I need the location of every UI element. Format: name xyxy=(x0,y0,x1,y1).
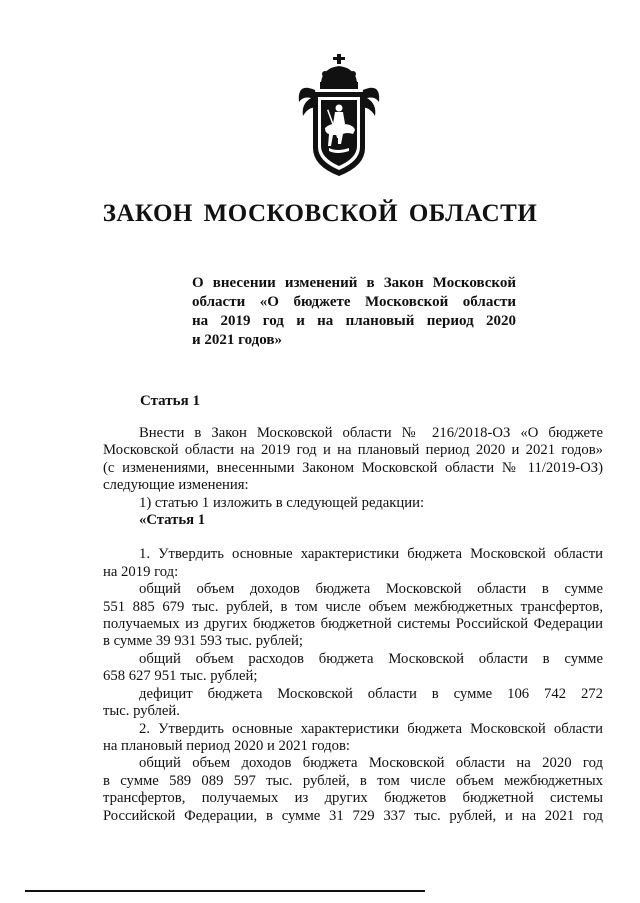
body-line: Внести в Закон Московской области № 216/2018-ОЗ «О бюджете xyxy=(139,425,603,441)
article-heading: Статья 1 xyxy=(140,393,200,409)
body-line: получаемых из других бюджетов бюджетной системы Российской Федерации xyxy=(103,616,603,633)
quoted-article-heading: «Статья 1 xyxy=(139,512,206,529)
body-line: трансфертов, получаемых из других бюджетов бюджетной системы xyxy=(103,790,603,807)
body-line: на 2019 год: xyxy=(103,563,179,580)
body-line: тыс. рублей. xyxy=(103,703,180,720)
body-line: 1. Утвердить основные характеристики бюджета Московской области xyxy=(139,546,603,563)
body-line: следующие изменения: xyxy=(103,477,249,494)
page-edge-line xyxy=(25,890,425,892)
body-line: 1) статью 1 изложить в следующей редакции: xyxy=(139,494,425,511)
document-subtitle xyxy=(192,274,516,350)
body-line: общий объем расходов бюджета Московской области в сумме xyxy=(139,650,603,667)
body-line: общий объем доходов бюджета Московской области на 2020 год xyxy=(139,755,603,772)
body-line: 2. Утвердить основные характеристики бюджета Московской области xyxy=(139,720,603,737)
subtitle-line: и 2021 годов» xyxy=(192,332,282,348)
body-line: на плановый период 2020 и 2021 годов: xyxy=(103,737,350,754)
body-line: 551 885 679 тыс. рублей, в том числе объем межбюджетных трансфертов, xyxy=(103,598,603,615)
subtitle-line: на 2019 год и на плановый период 2020 xyxy=(192,313,516,329)
paragraph-gap xyxy=(103,529,603,546)
body-line: 658 627 951 тыс. рублей; xyxy=(103,668,258,685)
body-line: Московской области на 2019 год и на плановый период 2020 и 2021 годов» xyxy=(103,442,603,459)
body-line xyxy=(103,512,603,529)
body-line: в сумме 39 931 593 тыс. рублей; xyxy=(103,633,303,650)
document-title: ЗАКОН МОСКОВСКОЙ ОБЛАСТИ xyxy=(102,200,538,227)
document-body xyxy=(103,425,603,825)
subtitle-line: области «О бюджете Московской области xyxy=(192,294,516,310)
body-line: дефицит бюджета Московской области в сумме 106 742 272 xyxy=(139,685,603,702)
body-line: (с изменениями, внесенными Законом Московской области № 11/2019-ОЗ) xyxy=(103,459,603,476)
subtitle-line: О внесении изменений в Закон Московской xyxy=(192,275,516,291)
body-line: в сумме 589 089 597 тыс. рублей, в том числе объем межбюджетных xyxy=(103,772,603,789)
body-line: общий объем доходов бюджета Московской области в сумме xyxy=(139,581,603,598)
moscow-oblast-coat-of-arms-icon xyxy=(293,52,385,182)
body-line: Российской Федерации, в сумме 31 729 337 тыс. рублей, и на 2021 год xyxy=(103,807,603,824)
